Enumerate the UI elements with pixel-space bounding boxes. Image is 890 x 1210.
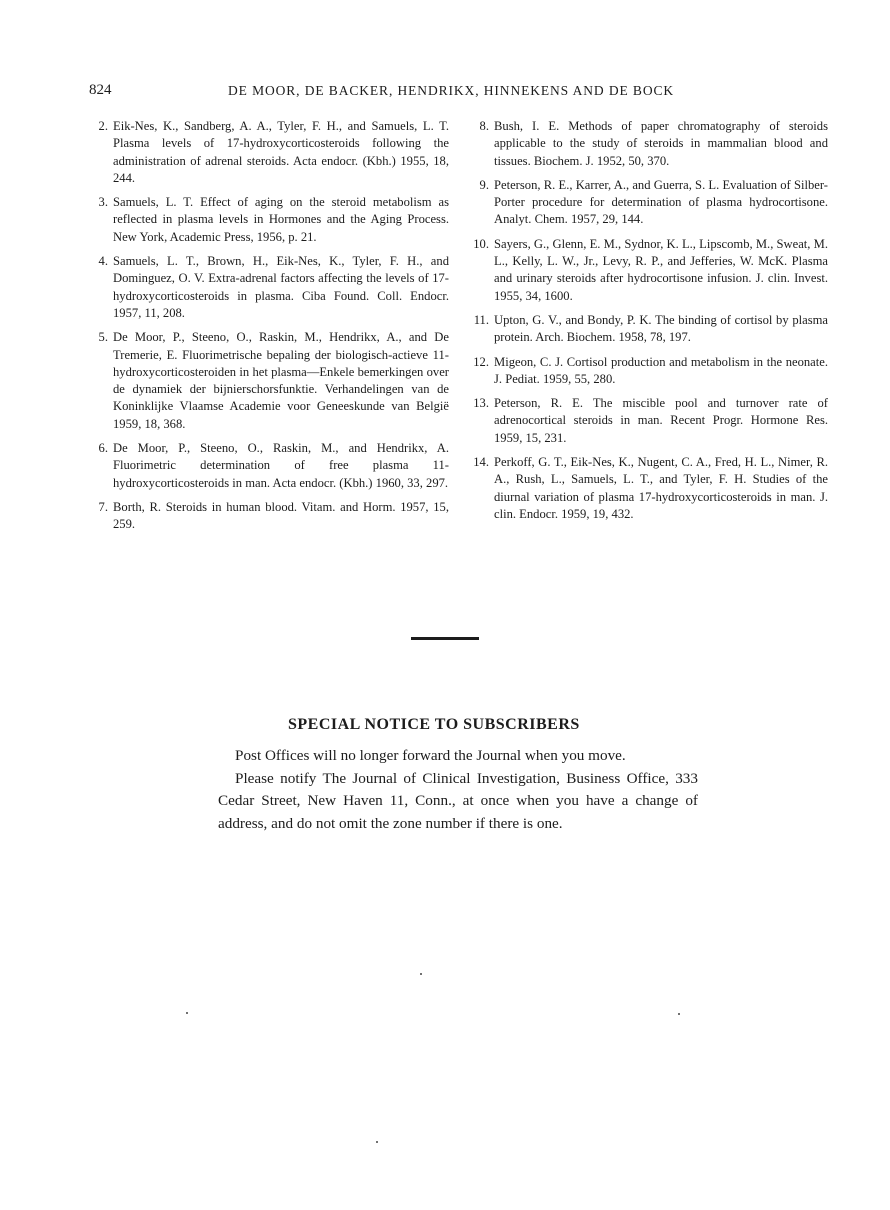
page-number: 824: [89, 82, 112, 98]
reference-number: 2.: [98, 119, 108, 133]
reference-text: Migeon, C. J. Cortisol production and metabolism in the neonate. J. Pediat. 1959, 55, 280.: [494, 354, 828, 386]
notice-paragraph: Please notify The Journal of Clinical Investigation, Business Office, 333 Cedar Street, New Haven 11, Conn., at once when you have a change of address, and do not omit the zone number if there is one.: [218, 769, 698, 832]
reference-number: 5.: [98, 330, 108, 345]
reference-item: [89, 253, 449, 322]
reference-item: [470, 312, 828, 347]
reference-item: [89, 329, 449, 433]
reference-text: Peterson, R. E., Karrer, A., and Guerra, S. L. Evaluation of Silber-Porter procedure for determination of plasma hydrocortisone. Analyt. Chem. 1957, 29, 144.: [494, 177, 828, 227]
reference-number: 7.: [98, 499, 108, 514]
reference-text: De Moor, P., Steeno, O., Raskin, M., and Hendrikx, A. Fluorimetric determination of free plasma 11-hydroxycorticosteroids in man. Acta endocr. (Kbh.) 1960, 33, 297.: [113, 441, 449, 490]
reference-text: Bush, I. E. Methods of paper chromatography of steroids applicable to the study of steroids in mammalian blood and tissues. Biochem. J. 1952, 50, 370.: [494, 119, 828, 168]
reference-number: 3.: [98, 195, 108, 210]
print-speck: [420, 973, 422, 975]
reference-number: 11.: [473, 312, 489, 327]
reference-number: 12.: [473, 354, 489, 369]
reference-item: [470, 236, 828, 305]
print-speck: [186, 1012, 188, 1014]
references-left-column: [89, 118, 449, 541]
reference-item: [470, 177, 828, 229]
reference-number: 14.: [473, 455, 489, 470]
reference-text: De Moor, P., Steeno, O., Raskin, M., Hendrikx, A., and De Tremerie, E. Fluorimetrische bepaling der biologisch-actieve 11-hydroxycorticosteroiden in het plasma—Enkele bemerkingen over de dynamiek der bijnierschorsfunktie. Verhandelingen van de Koninklijke Vlaamse Academie voor Geneeskunde van België 1959, 18, 368.: [113, 330, 449, 431]
reference-number: 10.: [473, 236, 489, 251]
reference-number: 9.: [479, 177, 489, 192]
reference-item: [470, 354, 828, 389]
print-speck: [376, 1141, 378, 1143]
notice-paragraph: Post Offices will no longer forward the Journal when you move.: [235, 747, 626, 764]
reference-item: [89, 440, 449, 492]
reference-item: [470, 118, 828, 170]
reference-number: 4.: [98, 254, 108, 269]
reference-item: [89, 194, 449, 246]
reference-text: Borth, R. Steroids in human blood. Vitam. and Horm. 1957, 15, 259.: [113, 499, 449, 532]
notice-title: SPECIAL NOTICE TO SUBSCRIBERS: [288, 716, 580, 733]
reference-text: Eik-Nes, K., Sandberg, A. A., Tyler, F. H., and Samuels, L. T. Plasma levels of 17-hydroxycorticosteroids following the administration of adrenal steroids. Acta endocr. (Kbh.) 1955, 18, 244.: [113, 119, 449, 185]
running-head: DE MOOR, DE BACKER, HENDRIKX, HINNEKENS AND DE BOCK: [228, 83, 675, 98]
reference-text: Upton, G. V., and Bondy, P. K. The binding of cortisol by plasma protein. Arch. Biochem. 1958, 78, 197.: [494, 312, 828, 345]
reference-number: 8.: [479, 119, 489, 133]
reference-item: [470, 454, 828, 523]
print-speck: [678, 1013, 680, 1015]
reference-number: 6.: [98, 441, 108, 456]
references-right-column: [470, 118, 828, 530]
reference-number: 13.: [473, 396, 489, 411]
reference-text: Sayers, G., Glenn, E. M., Sydnor, K. L., Lipscomb, M., Sweat, M. L., Kelly, L. W., Jr., Levy, R. P., and Jefferies, W. McK. Plasma and urinary steroids after hydrocortisone infusion. J. clin. Invest. 1955, 34, 1600.: [494, 236, 828, 303]
reference-text: Peterson, R. E. The miscible pool and turnover rate of adrenocortical steroids in man. Recent Progr. Hormone Res. 1959, 15, 231.: [494, 396, 828, 445]
notice-body: [218, 745, 698, 835]
reference-item: [89, 118, 449, 187]
reference-item: [89, 499, 449, 534]
reference-text: Samuels, L. T., Brown, H., Eik-Nes, K., Tyler, F. H., and Dominguez, O. V. Extra-adrenal factors affecting the levels of 17-hydroxycorticosteroids in plasma. Ciba Found. Coll. Endocr. 1957, 11, 208.: [113, 254, 449, 320]
reference-text: Samuels, L. T. Effect of aging on the steroid metabolism as reflected in plasma levels in Hormones and the Aging Process. New York, Academic Press, 1956, p. 21.: [113, 195, 449, 244]
reference-text: Perkoff, G. T., Eik-Nes, K., Nugent, C. A., Fred, H. L., Nimer, R. A., Rush, L., Samuels, L. T., and Tyler, F. H. Studies of the diurnal variation of plasma 17-hydroxycorticosteroids in man. J. clin. Endocr. 1959, 19, 432.: [494, 455, 828, 521]
reference-item: [470, 395, 828, 447]
section-divider: [411, 637, 479, 640]
